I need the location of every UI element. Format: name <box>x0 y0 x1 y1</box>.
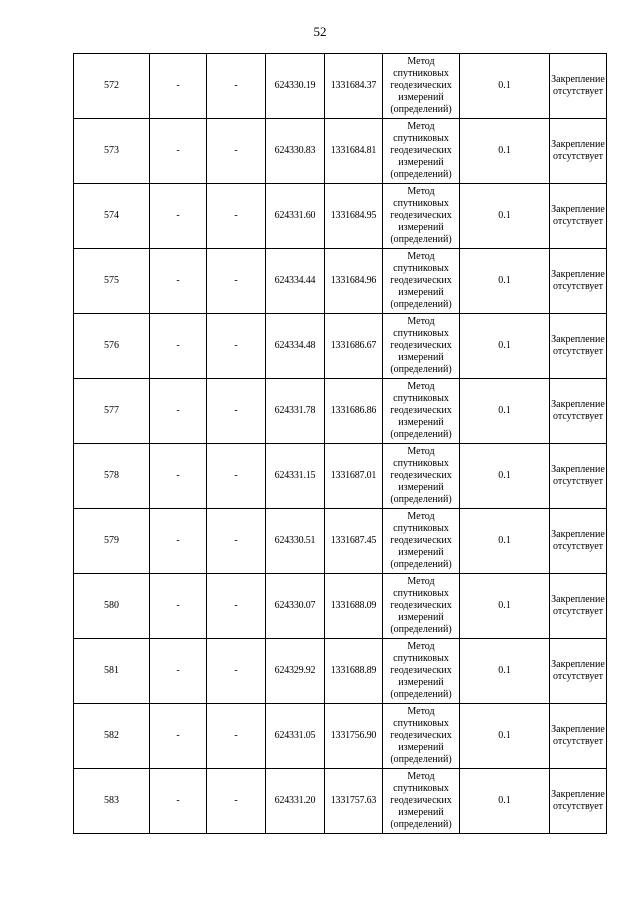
old-y-value: - <box>207 249 266 314</box>
fixing-cell: Закрепление отсутствует <box>550 54 607 119</box>
method-cell: Метод спутниковых геодезических измерений (определений) <box>383 54 460 119</box>
table-row <box>74 704 607 769</box>
method-cell: Метод спутниковых геодезических измерений (определений) <box>383 444 460 509</box>
method-cell: Метод спутниковых геодезических измерений (определений) <box>383 509 460 574</box>
accuracy-cell: 0.1 <box>460 314 550 379</box>
accuracy-cell: 0.1 <box>460 769 550 834</box>
point-number: 579 <box>74 509 150 574</box>
y-coordinate: 1331687.01 <box>325 444 383 509</box>
page-number: 52 <box>313 24 327 39</box>
old-x-value: - <box>150 184 207 249</box>
old-y-value: - <box>207 444 266 509</box>
old-x-value: - <box>150 769 207 834</box>
old-x-value: - <box>150 119 207 184</box>
fixing-cell: Закрепление отсутствует <box>550 704 607 769</box>
old-y-value: - <box>207 704 266 769</box>
point-number: 578 <box>74 444 150 509</box>
fixing-cell: Закрепление отсутствует <box>550 639 607 704</box>
old-x-value: - <box>150 54 207 119</box>
table-row <box>74 574 607 639</box>
accuracy-cell: 0.1 <box>460 249 550 314</box>
method-cell: Метод спутниковых геодезических измерений (определений) <box>383 184 460 249</box>
method-cell: Метод спутниковых геодезических измерений (определений) <box>383 379 460 444</box>
x-coordinate: 624334.44 <box>266 249 325 314</box>
old-x-value: - <box>150 444 207 509</box>
old-y-value: - <box>207 769 266 834</box>
point-number: 573 <box>74 119 150 184</box>
accuracy-cell: 0.1 <box>460 184 550 249</box>
point-number: 572 <box>74 54 150 119</box>
table-row <box>74 379 607 444</box>
accuracy-cell: 0.1 <box>460 119 550 184</box>
coordinates-table <box>73 53 607 834</box>
y-coordinate: 1331688.89 <box>325 639 383 704</box>
x-coordinate: 624330.51 <box>266 509 325 574</box>
table-row <box>74 184 607 249</box>
table-row <box>74 444 607 509</box>
point-number: 577 <box>74 379 150 444</box>
old-y-value: - <box>207 314 266 379</box>
point-number: 576 <box>74 314 150 379</box>
accuracy-cell: 0.1 <box>460 54 550 119</box>
accuracy-cell: 0.1 <box>460 704 550 769</box>
old-y-value: - <box>207 509 266 574</box>
method-cell: Метод спутниковых геодезических измерений (определений) <box>383 119 460 184</box>
table-body <box>74 54 607 834</box>
table-row <box>74 509 607 574</box>
point-number: 583 <box>74 769 150 834</box>
old-x-value: - <box>150 704 207 769</box>
fixing-cell: Закрепление отсутствует <box>550 769 607 834</box>
accuracy-cell: 0.1 <box>460 509 550 574</box>
old-x-value: - <box>150 639 207 704</box>
x-coordinate: 624330.07 <box>266 574 325 639</box>
fixing-cell: Закрепление отсутствует <box>550 574 607 639</box>
old-x-value: - <box>150 314 207 379</box>
accuracy-cell: 0.1 <box>460 379 550 444</box>
point-number: 575 <box>74 249 150 314</box>
x-coordinate: 624330.19 <box>266 54 325 119</box>
fixing-cell: Закрепление отсутствует <box>550 249 607 314</box>
x-coordinate: 624331.20 <box>266 769 325 834</box>
y-coordinate: 1331684.95 <box>325 184 383 249</box>
point-number: 582 <box>74 704 150 769</box>
x-coordinate: 624331.78 <box>266 379 325 444</box>
y-coordinate: 1331688.09 <box>325 574 383 639</box>
fixing-cell: Закрепление отсутствует <box>550 184 607 249</box>
point-number: 580 <box>74 574 150 639</box>
old-x-value: - <box>150 379 207 444</box>
table-row <box>74 249 607 314</box>
fixing-cell: Закрепление отсутствует <box>550 314 607 379</box>
accuracy-cell: 0.1 <box>460 639 550 704</box>
method-cell: Метод спутниковых геодезических измерений (определений) <box>383 249 460 314</box>
old-y-value: - <box>207 184 266 249</box>
table-row <box>74 314 607 379</box>
method-cell: Метод спутниковых геодезических измерений (определений) <box>383 314 460 379</box>
x-coordinate: 624331.60 <box>266 184 325 249</box>
x-coordinate: 624331.15 <box>266 444 325 509</box>
table-row <box>74 769 607 834</box>
old-x-value: - <box>150 574 207 639</box>
x-coordinate: 624329.92 <box>266 639 325 704</box>
old-x-value: - <box>150 509 207 574</box>
table-row <box>74 119 607 184</box>
table-row <box>74 639 607 704</box>
y-coordinate: 1331756.90 <box>325 704 383 769</box>
method-cell: Метод спутниковых геодезических измерений (определений) <box>383 704 460 769</box>
x-coordinate: 624331.05 <box>266 704 325 769</box>
fixing-cell: Закрепление отсутствует <box>550 444 607 509</box>
old-y-value: - <box>207 379 266 444</box>
y-coordinate: 1331686.67 <box>325 314 383 379</box>
y-coordinate: 1331684.81 <box>325 119 383 184</box>
old-y-value: - <box>207 574 266 639</box>
y-coordinate: 1331684.37 <box>325 54 383 119</box>
old-y-value: - <box>207 639 266 704</box>
accuracy-cell: 0.1 <box>460 444 550 509</box>
method-cell: Метод спутниковых геодезических измерений (определений) <box>383 769 460 834</box>
fixing-cell: Закрепление отсутствует <box>550 509 607 574</box>
fixing-cell: Закрепление отсутствует <box>550 379 607 444</box>
old-y-value: - <box>207 119 266 184</box>
accuracy-cell: 0.1 <box>460 574 550 639</box>
y-coordinate: 1331687.45 <box>325 509 383 574</box>
y-coordinate: 1331684.96 <box>325 249 383 314</box>
method-cell: Метод спутниковых геодезических измерений (определений) <box>383 574 460 639</box>
old-x-value: - <box>150 249 207 314</box>
point-number: 574 <box>74 184 150 249</box>
fixing-cell: Закрепление отсутствует <box>550 119 607 184</box>
y-coordinate: 1331757.63 <box>325 769 383 834</box>
old-y-value: - <box>207 54 266 119</box>
y-coordinate: 1331686.86 <box>325 379 383 444</box>
x-coordinate: 624334.48 <box>266 314 325 379</box>
x-coordinate: 624330.83 <box>266 119 325 184</box>
method-cell: Метод спутниковых геодезических измерений (определений) <box>383 639 460 704</box>
table-row <box>74 54 607 119</box>
point-number: 581 <box>74 639 150 704</box>
